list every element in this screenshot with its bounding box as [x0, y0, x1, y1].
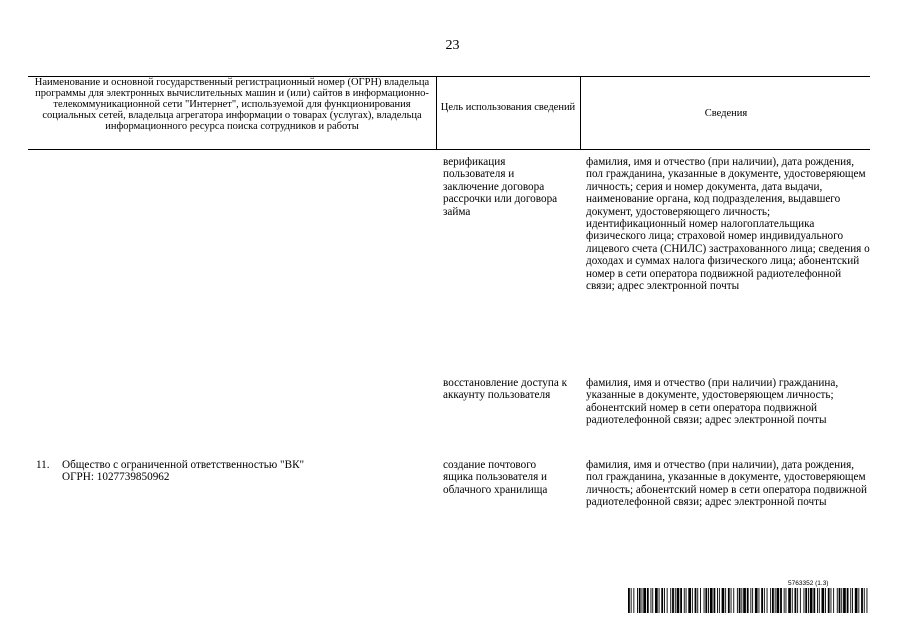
page-number: 23 — [445, 38, 460, 53]
barcode-icon — [628, 588, 868, 613]
ogrn-value: : 1027739850962 — [90, 471, 170, 484]
org-name: Общество с ограниченной ответственностью "ВК" — [62, 459, 305, 471]
header-col-owner-text: Наименование и основной государственный регистрационный номер (ОГРН) владельца программы для электронных вычислительных машин и (или) сайтов в информационно-телекоммуникационной сети "Интернет", используемой для функционирования социальных сетей, владельца агрегатора информации о товарах (услугах), владельца информационного ресурса поиска сотрудников и работы — [34, 77, 430, 132]
header-col-owner — [30, 77, 434, 132]
header-col-purpose — [438, 102, 578, 113]
row1-purpose: верификация пользователя и заключение договора рассрочки или договора займа — [443, 156, 558, 218]
header-col-purpose-text: Цель использования сведений — [440, 102, 576, 113]
org-ogrn — [62, 471, 432, 483]
row1-info: фамилия, имя и отчество (при наличии), дата рождения, пол гражданина, указанные в документе, удостоверяющем личность; серия и номер документа, дата выдачи, наименование органа, код подразделения, выдавшего документ, удостоверяющего личность; идентификационный номер налогоплательщика физического лица; страховой номер индивидуального лицевого счета (СНИЛС) застрахованного лица; сведения о доходах и суммах налога физического лица; абонентский номер в сети оператора подвижной радиотелефонной связи; адрес электронной почты — [586, 156, 870, 293]
row2-info: фамилия, имя и отчество (при наличии) гражданина, указанные в документе, удостоверяющем личность; абонентский номер в сети оператора подвижной радиотелефонной связи; адрес электронной почты — [586, 377, 839, 427]
row3-number: 11. — [36, 459, 50, 471]
header-divider-1 — [436, 76, 437, 149]
header-divider-2 — [580, 76, 581, 149]
row3-org — [62, 459, 432, 484]
row3-info: фамилия, имя и отчество (при наличии), дата рождения, пол гражданина, указанные в документе, удостоверяющем личность; абонентский номер в сети оператора подвижной радиотелефонной связи; адрес электронной почты — [586, 459, 867, 509]
barcode-label: 5763352 (1.3) — [788, 580, 829, 587]
header-col-info — [582, 108, 870, 119]
ogrn-label: ОГРН — [62, 471, 91, 484]
row2-purpose: восстановление доступа к аккаунту пользователя — [443, 377, 568, 402]
header-col-info-text: Сведения — [704, 108, 748, 119]
table-header-bottom-border — [28, 149, 870, 150]
row3-purpose: создание почтового ящика пользователя и облачного хранилища — [443, 459, 548, 496]
